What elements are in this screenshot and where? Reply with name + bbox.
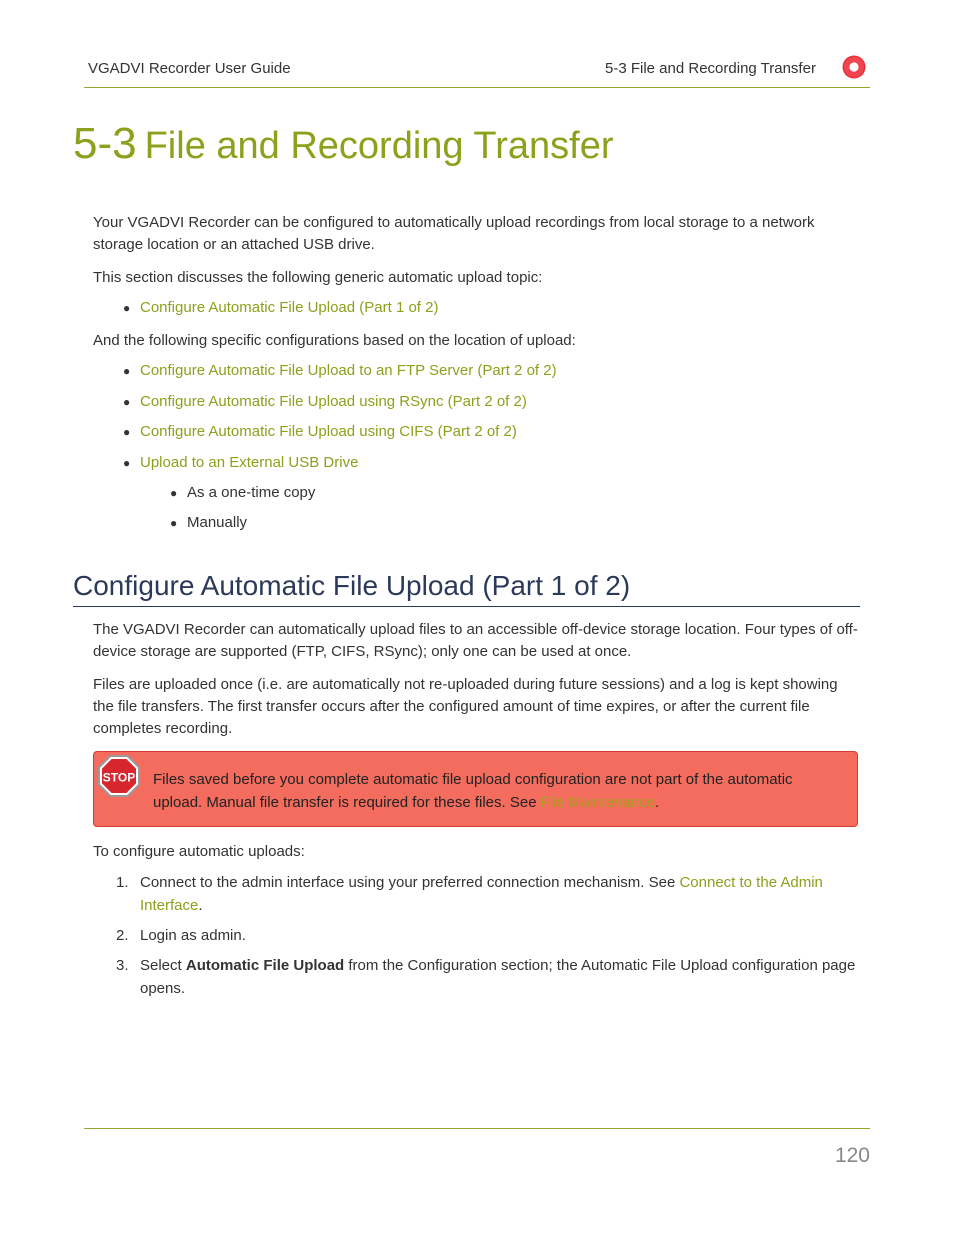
bullet-icon: ● xyxy=(123,456,131,470)
bullet-icon: ● xyxy=(170,516,178,530)
step-3-before: Select xyxy=(140,957,186,974)
link-configure-part1[interactable]: Configure Automatic File Upload (Part 1 of 2) xyxy=(140,299,439,316)
link-ftp-upload[interactable]: Configure Automatic File Upload to an FTP Server (Part 2 of 2) xyxy=(140,362,557,379)
list-item[interactable] xyxy=(123,452,359,474)
bullet-icon: ● xyxy=(123,395,131,409)
guide-title: VGADVI Recorder User Guide xyxy=(88,60,291,77)
step-number: 2. xyxy=(116,927,129,944)
chapter-title-text: File and Recording Transfer xyxy=(144,125,614,167)
step-3-after: from the Configuration section; the Automatic File Upload configuration page opens. xyxy=(140,957,856,997)
list-item[interactable] xyxy=(123,391,527,413)
bullet-icon: ● xyxy=(123,364,131,378)
link-rsync-upload[interactable]: Configure Automatic File Upload using RSync (Part 2 of 2) xyxy=(140,393,527,410)
list-item[interactable] xyxy=(123,360,557,382)
list-item xyxy=(170,512,248,534)
intro-paragraph-1: Your VGADVI Recorder can be configured to automatically upload recordings from local storage to a network storage location or an attached USB drive. xyxy=(93,214,815,253)
chapter-title xyxy=(73,119,614,168)
link-cifs-upload[interactable]: Configure Automatic File Upload using CIFS (Part 2 of 2) xyxy=(140,423,517,440)
section-paragraph-1: The VGADVI Recorder can automatically upload files to an accessible off-device storage location. Four types of off-device storage are supported (FTP, CIFS, RSync); only one can be used at once. xyxy=(93,621,858,660)
bullet-icon: ● xyxy=(123,425,131,439)
stop-note-text-before: Files saved before you complete automatic file upload configuration are not part of the automatic upload. Manual file transfer is required for these files. See xyxy=(153,771,793,811)
bullet-icon: ● xyxy=(123,301,131,315)
intro-paragraph-3: And the following specific configurations based on the location of upload: xyxy=(93,332,576,349)
step-1-text xyxy=(140,871,860,917)
list-item xyxy=(170,482,316,504)
intro-paragraph-2: This section discusses the following generic automatic upload topic: xyxy=(93,269,543,286)
stop-note-text-after: . xyxy=(654,794,660,811)
link-file-maintenance[interactable]: File Maintenance xyxy=(540,794,655,811)
list-item[interactable] xyxy=(123,421,517,443)
record-icon xyxy=(842,55,866,79)
chapter-number: 5-3 xyxy=(73,119,137,168)
stop-icon-label: STOP xyxy=(102,770,136,785)
stop-note-text xyxy=(153,768,843,814)
step-3-text xyxy=(140,954,860,1000)
step-1-after: . xyxy=(198,897,203,914)
footer-rule xyxy=(84,1128,870,1129)
link-connect-admin[interactable]: Connect to the Admin Interface xyxy=(140,874,823,914)
section-paragraph-2: Files are uploaded once (i.e. are automatically not re-uploaded during future sessions) and a log is kept showing the file transfers. The first transfer occurs after the configured amount of time expires, or after the current file completes recording. xyxy=(93,676,838,737)
page-number: 120 xyxy=(834,1144,870,1167)
steps-intro: To configure automatic uploads: xyxy=(93,843,305,860)
step-2-text: Login as admin. xyxy=(140,927,246,944)
header-rule xyxy=(84,87,870,88)
bullet-icon: ● xyxy=(170,486,178,500)
step-number: 1. xyxy=(116,874,129,891)
step-1-before: Connect to the admin interface using your preferred connection mechanism. See xyxy=(140,874,680,891)
step-number: 3. xyxy=(116,957,129,974)
sub-item-one-time-copy: As a one-time copy xyxy=(187,484,316,501)
link-usb-upload[interactable]: Upload to an External USB Drive xyxy=(140,454,359,471)
section-rule xyxy=(73,606,860,607)
section-ref: 5-3 File and Recording Transfer xyxy=(605,60,816,77)
section-title: Configure Automatic File Upload (Part 1 of 2) xyxy=(73,570,631,601)
stop-sign-icon xyxy=(97,754,141,798)
list-item[interactable] xyxy=(123,297,439,319)
sub-item-manually: Manually xyxy=(187,514,248,531)
step-3-bold: Automatic File Upload xyxy=(185,957,345,974)
